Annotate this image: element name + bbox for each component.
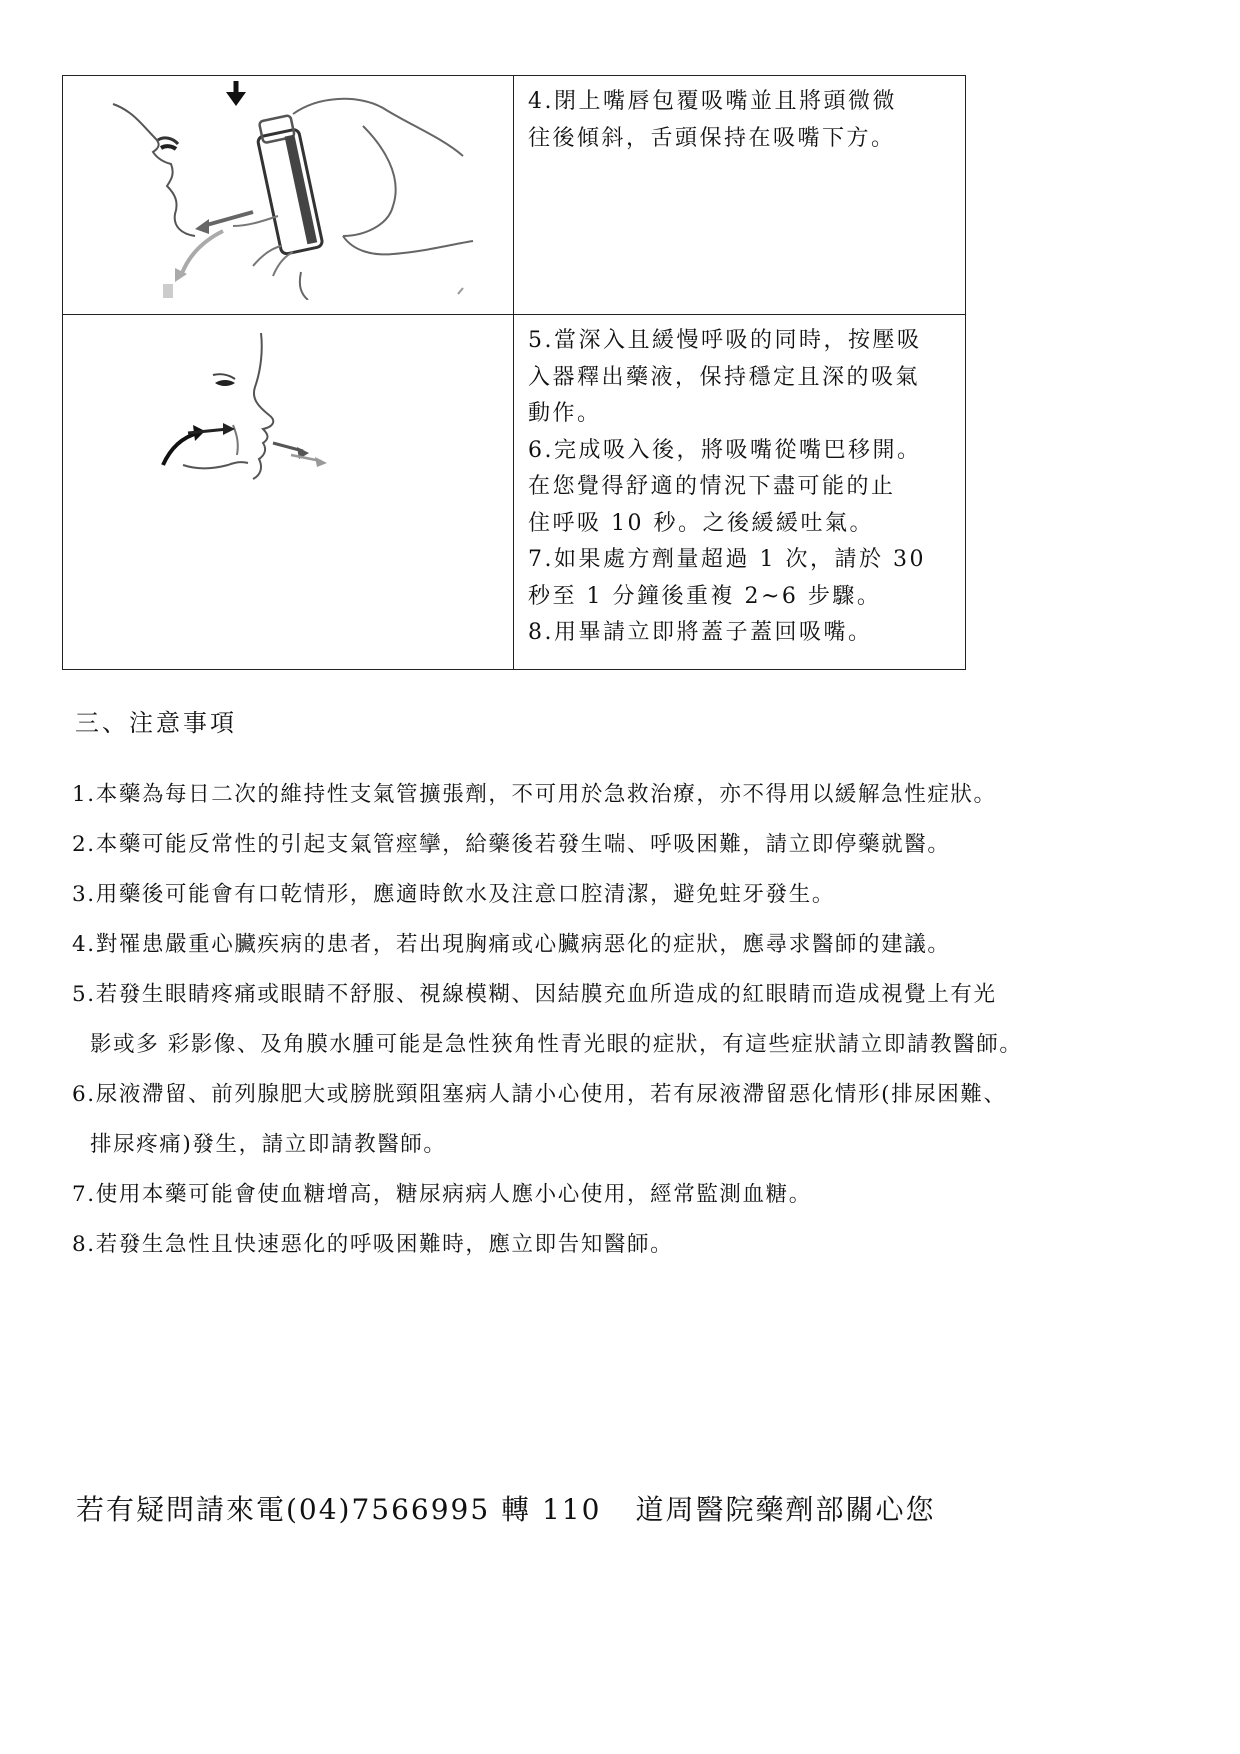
step-5-8-text-cell	[514, 315, 966, 670]
precaution-item-3	[72, 870, 1192, 920]
precaution-item-text: 3.用藥後可能會有口乾情形，應適時飲水及注意口腔清潔，避免蛀牙發生。	[72, 882, 835, 907]
step-4-text: 4.閉上嘴唇包覆吸嘴並且將頭微微 往後傾斜，舌頭保持在吸嘴下方。	[528, 89, 897, 151]
precaution-item-7	[72, 1170, 1192, 1220]
precaution-item-5	[72, 970, 1192, 1070]
inhaler-press-illustration	[63, 76, 513, 300]
inhale-breath-illustration	[63, 315, 513, 655]
step-4-illustration-cell	[63, 76, 514, 315]
precaution-item-text: 2.本藥可能反常性的引起支氣管痙攣，給藥後若發生喘、呼吸困難，請立即停藥就醫。	[72, 832, 951, 857]
precaution-item-text: 5.若發生眼睛疼痛或眼睛不舒服、視線模糊、因結膜充血所造成的紅眼睛而造成視覺上有光	[72, 982, 997, 1007]
step-row-5-8	[63, 315, 966, 670]
precaution-item-text: 8.若發生急性且快速惡化的呼吸困難時，應立即告知醫師。	[72, 1232, 674, 1257]
precaution-item-text: 4.對罹患嚴重心臟疾病的患者，若出現胸痛或心臟病惡化的症狀，應尋求醫師的建議。	[72, 932, 951, 957]
precaution-item-2	[72, 820, 1192, 870]
precaution-item-8	[72, 1220, 1192, 1270]
step-row-4	[63, 76, 966, 315]
precautions-list	[72, 770, 1192, 1270]
precaution-item-text: 7.使用本藥可能會使血糖增高，糖尿病病人應小心使用，經常監測血糖。	[72, 1182, 812, 1207]
step-4-text-cell	[514, 76, 966, 315]
precaution-item-text: 6.尿液滯留、前列腺肥大或膀胱頸阻塞病人請小心使用，若有尿液滯留惡化情形(排尿困難、	[72, 1082, 1007, 1107]
precaution-item-continuation: 影或多 彩影像、及角膜水腫可能是急性狹角性青光眼的症狀，有這些症狀請立即請教醫師。	[90, 1032, 1023, 1057]
step-5-8-text: 5.當深入且緩慢呼吸的同時，按壓吸 入器釋出藥液，保持穩定且深的吸氣 動作。 6.完成吸入後，將吸嘴從嘴巴移開。 在您覺得舒適的情況下盡可能的止 住呼吸 10 秒。之後緩緩吐氣。 7.如果處方劑量超過 1 次，請於 30 秒至 1 分鐘後重複 2~6 步驟。 8.用畢請立即將蓋子蓋回吸嘴。	[528, 328, 926, 645]
steps-table	[62, 75, 966, 670]
precaution-item-1	[72, 770, 1192, 820]
contact-info: 若有疑問請來電(04)7566995 轉 110	[76, 1493, 602, 1526]
precaution-item-4	[72, 920, 1192, 970]
department-signature: 道周醫院藥劑部關心您	[635, 1493, 936, 1526]
footer	[76, 1488, 935, 1528]
precautions-title: 三、注意事項	[75, 709, 237, 737]
precaution-item-text: 1.本藥為每日二次的維持性支氣管擴張劑，不可用於急救治療，亦不得用以緩解急性症狀。	[72, 782, 997, 807]
precaution-item-6	[72, 1070, 1192, 1170]
precaution-item-continuation: 排尿疼痛)發生，請立即請教醫師。	[90, 1132, 447, 1157]
step-5-illustration-cell	[63, 315, 514, 670]
